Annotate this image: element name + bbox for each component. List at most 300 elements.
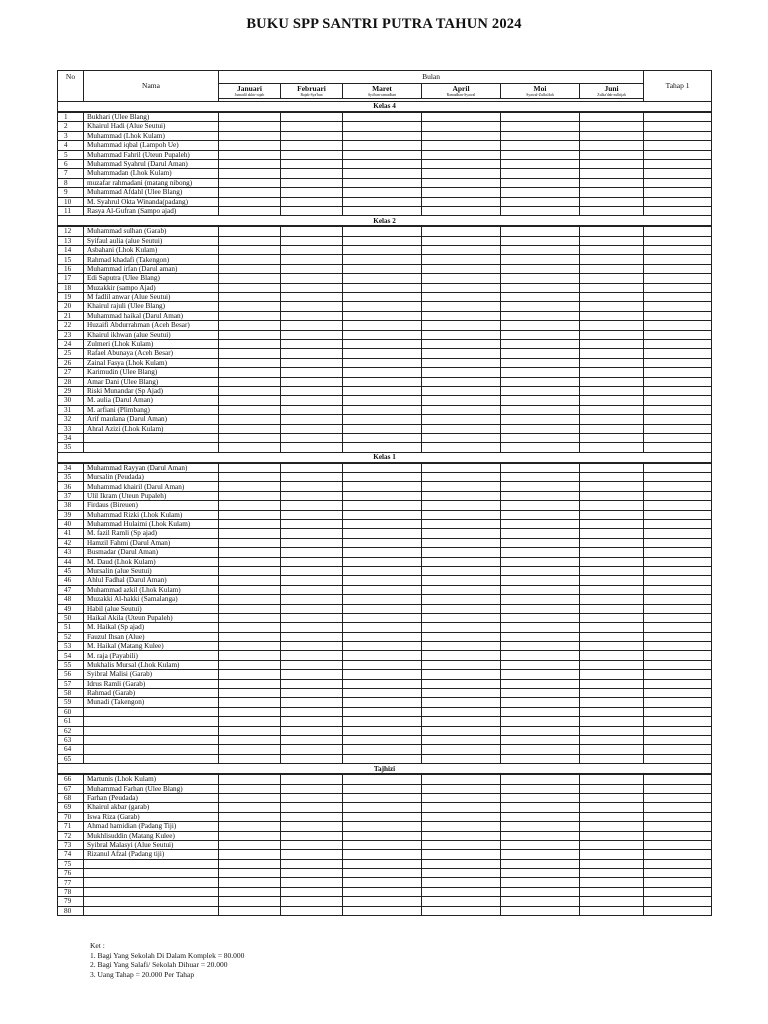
payment-cell	[281, 510, 343, 519]
payment-cell	[580, 774, 644, 784]
tahap-cell	[644, 339, 712, 348]
payment-cell	[219, 169, 281, 178]
payment-cell	[580, 651, 644, 660]
tahap-cell	[644, 443, 712, 452]
table-row	[58, 491, 712, 500]
payment-cell	[219, 433, 281, 442]
payment-cell	[580, 689, 644, 698]
payment-cell	[219, 491, 281, 500]
payment-cell	[281, 473, 343, 482]
row-no: 11	[58, 206, 84, 215]
payment-cell	[281, 226, 343, 236]
payment-cell	[343, 236, 422, 245]
month-name: Maret	[372, 83, 392, 93]
payment-cell	[580, 632, 644, 641]
payment-cell	[343, 613, 422, 622]
payment-cell	[580, 368, 644, 377]
payment-cell	[343, 632, 422, 641]
payment-cell	[281, 774, 343, 784]
payment-cell	[422, 595, 501, 604]
payment-cell	[281, 745, 343, 754]
row-no: 64	[58, 745, 84, 754]
row-nama: Syibral Malisi (Garab)	[84, 670, 219, 679]
payment-cell	[501, 236, 580, 245]
payment-cell	[343, 736, 422, 745]
payment-cell	[281, 178, 343, 187]
payment-cell	[422, 604, 501, 613]
payment-cell	[343, 339, 422, 348]
row-no: 12	[58, 226, 84, 236]
payment-cell	[219, 255, 281, 264]
tahap-cell	[644, 482, 712, 491]
payment-cell	[422, 206, 501, 215]
table-row	[58, 424, 712, 433]
row-no: 34	[58, 463, 84, 473]
row-nama: Khairul Hadi (Alue Seutui)	[84, 122, 219, 131]
payment-cell	[422, 482, 501, 491]
payment-cell	[343, 473, 422, 482]
payment-cell	[343, 679, 422, 688]
payment-cell	[219, 321, 281, 330]
payment-cell	[580, 803, 644, 812]
payment-cell	[219, 679, 281, 688]
payment-cell	[501, 812, 580, 821]
tahap-cell	[644, 274, 712, 283]
table-row	[58, 623, 712, 632]
payment-cell	[501, 566, 580, 575]
payment-cell	[501, 642, 580, 651]
payment-cell	[580, 642, 644, 651]
payment-cell	[343, 595, 422, 604]
row-nama: Mukhlisuddin (Matang Kulee)	[84, 831, 219, 840]
payment-cell	[219, 623, 281, 632]
row-nama: M. fazil Ramli (Sp ajad)	[84, 529, 219, 538]
payment-cell	[343, 349, 422, 358]
row-no: 19	[58, 293, 84, 302]
payment-cell	[580, 548, 644, 557]
payment-cell	[343, 178, 422, 187]
payment-cell	[343, 698, 422, 707]
table-row	[58, 679, 712, 688]
table-row	[58, 330, 712, 339]
payment-cell	[422, 274, 501, 283]
payment-cell	[219, 473, 281, 482]
table-row	[58, 349, 712, 358]
tahap-cell	[644, 613, 712, 622]
table-row	[58, 433, 712, 442]
payment-cell	[580, 869, 644, 878]
tahap-cell	[644, 754, 712, 763]
payment-cell	[501, 670, 580, 679]
payment-cell	[580, 698, 644, 707]
payment-cell	[580, 396, 644, 405]
tahap-cell	[644, 236, 712, 245]
payment-cell	[422, 529, 501, 538]
tahap-cell	[644, 604, 712, 613]
payment-cell	[422, 585, 501, 594]
payment-cell	[501, 784, 580, 793]
tahap-cell	[644, 548, 712, 557]
payment-cell	[501, 869, 580, 878]
payment-cell	[422, 897, 501, 906]
payment-cell	[422, 623, 501, 632]
row-no: 2	[58, 122, 84, 131]
payment-cell	[343, 906, 422, 915]
tahap-cell	[644, 566, 712, 575]
row-no: 23	[58, 330, 84, 339]
payment-cell	[281, 651, 343, 660]
month-header	[343, 84, 422, 99]
payment-cell	[580, 293, 644, 302]
table-row	[58, 887, 712, 896]
payment-cell	[281, 520, 343, 529]
row-no: 75	[58, 859, 84, 868]
payment-cell	[422, 463, 501, 473]
note-item: 2. Bagi Yang Salafi/ Sekolah Dihuar = 20.000	[90, 960, 228, 969]
payment-cell	[422, 859, 501, 868]
row-nama: Muzakki Al-hakki (Samalanga)	[84, 595, 219, 604]
payment-cell	[580, 473, 644, 482]
payment-cell	[580, 330, 644, 339]
payment-cell	[281, 726, 343, 735]
payment-cell	[343, 264, 422, 273]
payment-cell	[580, 538, 644, 547]
table-row	[58, 538, 712, 547]
payment-cell	[422, 878, 501, 887]
payment-cell	[501, 613, 580, 622]
section-label: Kelas 4	[58, 102, 712, 113]
row-no: 6	[58, 159, 84, 168]
payment-cell	[501, 386, 580, 395]
payment-cell	[219, 443, 281, 452]
table-row	[58, 473, 712, 482]
payment-cell	[343, 803, 422, 812]
table-row	[58, 859, 712, 868]
payment-cell	[219, 264, 281, 273]
payment-cell	[422, 613, 501, 622]
payment-cell	[501, 122, 580, 131]
payment-cell	[422, 321, 501, 330]
payment-cell	[422, 424, 501, 433]
payment-cell	[343, 255, 422, 264]
payment-cell	[422, 520, 501, 529]
payment-cell	[281, 566, 343, 575]
payment-cell	[580, 850, 644, 859]
payment-cell	[580, 302, 644, 311]
row-no: 21	[58, 311, 84, 320]
payment-cell	[219, 339, 281, 348]
payment-cell	[501, 293, 580, 302]
table-row	[58, 443, 712, 452]
payment-cell	[580, 604, 644, 613]
table-row	[58, 112, 712, 122]
tahap-cell	[644, 321, 712, 330]
row-no: 16	[58, 264, 84, 273]
payment-cell	[219, 159, 281, 168]
payment-cell	[281, 433, 343, 442]
payment-cell	[343, 159, 422, 168]
payment-cell	[501, 576, 580, 585]
payment-cell	[422, 501, 501, 510]
row-nama: Khairul rajuli (Ulee Blang)	[84, 302, 219, 311]
row-no: 5	[58, 150, 84, 159]
month-hijri: Sya'ban-ramadhan	[367, 92, 397, 97]
payment-cell	[343, 510, 422, 519]
payment-cell	[422, 689, 501, 698]
row-no: 79	[58, 897, 84, 906]
tahap-cell	[644, 178, 712, 187]
payment-cell	[501, 141, 580, 150]
payment-cell	[281, 595, 343, 604]
tahap-cell	[644, 869, 712, 878]
payment-cell	[422, 283, 501, 292]
payment-cell	[580, 283, 644, 292]
payment-cell	[343, 368, 422, 377]
payment-cell	[580, 159, 644, 168]
payment-cell	[580, 150, 644, 159]
payment-cell	[501, 206, 580, 215]
table-row	[58, 822, 712, 831]
payment-cell	[422, 368, 501, 377]
row-no: 39	[58, 510, 84, 519]
month-header	[422, 84, 501, 99]
payment-cell	[580, 812, 644, 821]
payment-cell	[281, 396, 343, 405]
row-nama: Arif maulana (Darul Aman)	[84, 415, 219, 424]
payment-cell	[422, 576, 501, 585]
table-row	[58, 869, 712, 878]
table-row	[58, 670, 712, 679]
table-row	[58, 566, 712, 575]
payment-cell	[580, 859, 644, 868]
spp-table	[57, 70, 712, 916]
payment-cell	[219, 274, 281, 283]
payment-cell	[343, 831, 422, 840]
row-nama: Rasya Al-Gufran (Sampo ajad)	[84, 206, 219, 215]
tahap-cell	[644, 906, 712, 915]
tahap-cell	[644, 784, 712, 793]
payment-cell	[219, 906, 281, 915]
page-title: BUKU SPP SANTRI PUTRA TAHUN 2024	[246, 16, 522, 32]
payment-cell	[219, 604, 281, 613]
table-row	[58, 529, 712, 538]
payment-cell	[343, 226, 422, 236]
payment-cell	[501, 840, 580, 849]
payment-cell	[422, 339, 501, 348]
month-hijri: Syawal-Zulka'dah	[526, 92, 554, 97]
payment-cell	[281, 670, 343, 679]
row-nama: Mursalin (alue Seutui)	[84, 566, 219, 575]
payment-cell	[281, 349, 343, 358]
row-nama: Muhammad (Lhok Kulam)	[84, 131, 219, 140]
row-nama: M. arfiani (Plimbang)	[84, 405, 219, 414]
month-hijri: Rajab-Sya'ban	[300, 92, 323, 97]
payment-cell	[501, 745, 580, 754]
payment-cell	[501, 632, 580, 641]
table-row	[58, 642, 712, 651]
payment-cell	[580, 887, 644, 896]
payment-cell	[422, 255, 501, 264]
payment-cell	[422, 358, 501, 367]
row-no: 65	[58, 754, 84, 763]
row-nama: Muhammad azkil (Lhok Kulam)	[84, 585, 219, 594]
payment-cell	[219, 405, 281, 414]
row-nama: Habil (alue Seutui)	[84, 604, 219, 613]
payment-cell	[219, 595, 281, 604]
section-header	[58, 102, 712, 113]
payment-cell	[580, 321, 644, 330]
payment-cell	[343, 206, 422, 215]
payment-cell	[343, 754, 422, 763]
row-nama: M. aulia (Darul Aman)	[84, 396, 219, 405]
payment-cell	[343, 169, 422, 178]
payment-cell	[501, 358, 580, 367]
table-row	[58, 812, 712, 821]
payment-cell	[219, 670, 281, 679]
payment-cell	[281, 463, 343, 473]
tahap-cell	[644, 623, 712, 632]
tahap-cell	[644, 538, 712, 547]
row-nama: Edi Saputra (Ulee Blang)	[84, 274, 219, 283]
payment-cell	[219, 726, 281, 735]
row-no: 32	[58, 415, 84, 424]
payment-cell	[422, 754, 501, 763]
payment-cell	[580, 226, 644, 236]
payment-cell	[219, 529, 281, 538]
tahap-cell	[644, 689, 712, 698]
payment-cell	[343, 887, 422, 896]
payment-cell	[219, 415, 281, 424]
row-nama: Muhammad Afdahl (Ulee Blang)	[84, 188, 219, 197]
payment-cell	[219, 754, 281, 763]
payment-cell	[580, 424, 644, 433]
row-nama: Ahral Azizi (Lhok Kulam)	[84, 424, 219, 433]
payment-cell	[501, 679, 580, 688]
tahap-cell	[644, 632, 712, 641]
payment-cell	[580, 386, 644, 395]
payment-cell	[343, 405, 422, 414]
payment-cell	[501, 246, 580, 255]
payment-cell	[281, 112, 343, 122]
table-row	[58, 726, 712, 735]
payment-cell	[219, 831, 281, 840]
tahap-cell	[644, 717, 712, 726]
payment-cell	[580, 897, 644, 906]
row-nama: Iswa Riza (Garab)	[84, 812, 219, 821]
payment-cell	[501, 302, 580, 311]
payment-cell	[422, 548, 501, 557]
payment-cell	[580, 358, 644, 367]
payment-cell	[343, 878, 422, 887]
table-row	[58, 197, 712, 206]
payment-cell	[501, 803, 580, 812]
row-no: 59	[58, 698, 84, 707]
payment-cell	[219, 548, 281, 557]
payment-cell	[501, 754, 580, 763]
row-no: 72	[58, 831, 84, 840]
row-nama: Khairul akbar (garab)	[84, 803, 219, 812]
payment-cell	[422, 415, 501, 424]
tahap-cell	[644, 698, 712, 707]
tahap-cell	[644, 396, 712, 405]
payment-cell	[501, 906, 580, 915]
payment-cell	[422, 538, 501, 547]
tahap-cell	[644, 293, 712, 302]
row-nama	[84, 754, 219, 763]
payment-cell	[281, 642, 343, 651]
payment-cell	[343, 424, 422, 433]
row-nama: Karimudin (Ulee Blang)	[84, 368, 219, 377]
payment-cell	[580, 707, 644, 716]
payment-cell	[281, 150, 343, 159]
row-no: 67	[58, 784, 84, 793]
payment-cell	[219, 557, 281, 566]
payment-cell	[219, 642, 281, 651]
payment-cell	[281, 869, 343, 878]
row-nama: Muhammad Syahrul (Darul Aman)	[84, 159, 219, 168]
section-header	[58, 452, 712, 463]
row-nama: Mursalin (Peudada)	[84, 473, 219, 482]
row-no: 58	[58, 689, 84, 698]
payment-cell	[422, 188, 501, 197]
table-row	[58, 358, 712, 367]
table-row	[58, 632, 712, 641]
month-header	[580, 84, 644, 99]
payment-cell	[580, 585, 644, 594]
row-nama: Muhammad Hulaimi (Lhok Kulam)	[84, 520, 219, 529]
tahap-cell	[644, 736, 712, 745]
payment-cell	[422, 433, 501, 442]
row-nama: Muhammad Rizki (Lhok Kulam)	[84, 510, 219, 519]
payment-cell	[219, 501, 281, 510]
payment-cell	[219, 386, 281, 395]
payment-cell	[501, 264, 580, 273]
table-row	[58, 150, 712, 159]
row-no: 49	[58, 604, 84, 613]
table-row	[58, 169, 712, 178]
table-row	[58, 246, 712, 255]
tahap-cell	[644, 424, 712, 433]
table-row	[58, 236, 712, 245]
payment-cell	[281, 850, 343, 859]
payment-cell	[501, 520, 580, 529]
payment-cell	[219, 178, 281, 187]
payment-cell	[501, 726, 580, 735]
row-no: 55	[58, 660, 84, 669]
row-no: 30	[58, 396, 84, 405]
tahap-cell	[644, 226, 712, 236]
payment-cell	[580, 793, 644, 802]
payment-cell	[281, 131, 343, 140]
payment-cell	[219, 651, 281, 660]
table-row	[58, 520, 712, 529]
payment-cell	[343, 358, 422, 367]
row-nama: Mukhalis Mursal (Lhok Kulam)	[84, 660, 219, 669]
tahap-cell	[644, 887, 712, 896]
payment-cell	[580, 339, 644, 348]
payment-cell	[281, 188, 343, 197]
payment-cell	[422, 869, 501, 878]
payment-cell	[343, 150, 422, 159]
payment-cell	[281, 358, 343, 367]
payment-cell	[580, 660, 644, 669]
tahap-cell	[644, 651, 712, 660]
tahap-cell	[644, 131, 712, 140]
row-nama	[84, 726, 219, 735]
payment-cell	[219, 878, 281, 887]
payment-cell	[580, 754, 644, 763]
table-row	[58, 698, 712, 707]
